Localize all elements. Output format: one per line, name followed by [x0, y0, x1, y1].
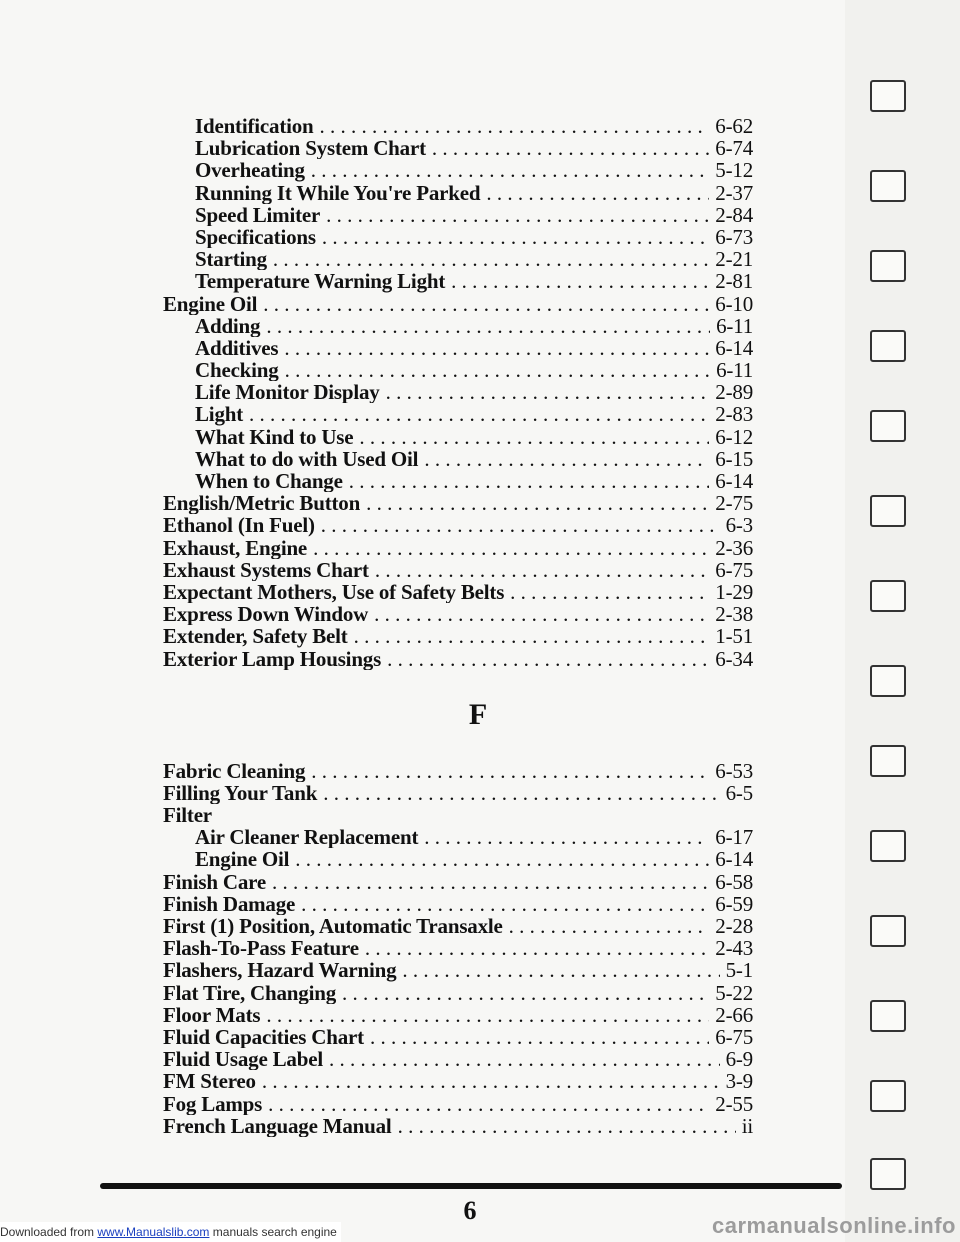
entry-label: Additives [195, 336, 279, 360]
entry-label: Air Cleaner Replacement [195, 826, 419, 849]
entry-label: Engine Oil [163, 292, 258, 315]
index-entry [163, 1004, 753, 1026]
index-entry [163, 915, 753, 937]
dot-leader [295, 848, 709, 870]
entry-page: 2-83 [715, 403, 753, 426]
entry-page: 2-84 [715, 203, 753, 226]
index-entry [163, 204, 753, 226]
index-entry [163, 1093, 753, 1115]
entry-label: Finish Care [163, 870, 267, 893]
tab-marker[interactable] [870, 250, 906, 282]
entry-label: Floor Mats [163, 1003, 261, 1026]
dot-leader [424, 448, 709, 470]
index-entry [163, 337, 753, 359]
entry-label: Exterior Lamp Housings [163, 647, 382, 670]
dot-leader [326, 204, 709, 226]
tab-marker[interactable] [870, 915, 906, 947]
entry-label: Starting [195, 248, 267, 271]
entry-page: 6-3 [725, 514, 753, 537]
entry-page: 2-36 [715, 536, 753, 559]
entry-page: 5-1 [725, 959, 753, 982]
index-entry [163, 137, 753, 159]
index-entry [163, 871, 753, 893]
entry-page: 6-34 [715, 647, 753, 670]
footer-prefix: Downloaded from [0, 1225, 98, 1239]
entry-page: 6-74 [715, 137, 753, 160]
entry-label: Expectant Mothers, Use of Safety Belts [163, 580, 505, 604]
entry-label: FM Stereo [163, 1070, 256, 1093]
index-entry [163, 381, 753, 403]
index-entry [163, 581, 753, 603]
dot-leader [509, 915, 710, 937]
entry-label: Temperature Warning Light [195, 270, 446, 293]
entry-page: 2-55 [715, 1092, 753, 1115]
entry-label: English/Metric Button [163, 492, 361, 515]
entry-page: 6-14 [715, 848, 753, 871]
dot-leader [354, 625, 710, 647]
dot-leader [386, 381, 710, 403]
index-entry [163, 893, 753, 915]
entry-page: 2-37 [715, 181, 753, 204]
index-entry [163, 782, 753, 804]
footer-rule [100, 1183, 842, 1189]
tab-marker[interactable] [870, 745, 906, 777]
entry-label: What Kind to Use [195, 425, 354, 448]
entry-page: 6-5 [725, 781, 753, 805]
dot-leader [285, 359, 710, 381]
entry-label: Exhaust Systems Chart [163, 558, 369, 581]
tab-marker[interactable] [870, 1158, 906, 1190]
index-entry [163, 293, 753, 315]
entry-page: ii [741, 1114, 753, 1137]
dot-leader [313, 537, 709, 559]
dot-leader [374, 603, 709, 625]
entry-label: Fabric Cleaning [163, 759, 306, 782]
tab-marker[interactable] [870, 1080, 906, 1112]
entry-page: 6-53 [715, 759, 753, 782]
index-tabs [870, 80, 910, 1200]
entry-label: Ethanol (In Fuel) [163, 514, 315, 537]
dot-leader [398, 1115, 736, 1137]
manualslib-link[interactable]: www.Manualslib.com [97, 1225, 210, 1239]
index-list [163, 115, 753, 1137]
entry-label: French Language Manual [163, 1114, 392, 1137]
entry-label: Engine Oil [195, 848, 290, 871]
dot-leader [311, 159, 710, 181]
entry-label: Finish Damage [163, 892, 296, 915]
index-entry [163, 625, 753, 647]
download-footer [0, 1222, 341, 1242]
index-entry [163, 492, 753, 514]
index-entry [163, 826, 753, 848]
dot-leader [329, 1048, 720, 1070]
dot-leader [365, 937, 709, 959]
index-entry [163, 1115, 753, 1137]
entry-label: Speed Limiter [195, 203, 321, 226]
entry-label: Extender, Safety Belt [163, 625, 348, 648]
entry-page: 2-21 [715, 248, 753, 271]
dot-leader [301, 893, 709, 915]
dot-leader [266, 315, 710, 337]
entry-page: 2-89 [715, 381, 753, 404]
dot-leader [323, 782, 719, 804]
index-group-e [163, 115, 753, 670]
entry-label: Flat Tire, Changing [163, 981, 336, 1004]
entry-label: Filter [163, 804, 212, 827]
index-entry [163, 603, 753, 625]
index-entry [163, 182, 753, 204]
entry-label: Specifications [195, 225, 316, 249]
dot-leader [424, 826, 709, 848]
index-entry [163, 648, 753, 670]
entry-label: Filling Your Tank [163, 781, 318, 805]
index-entry [163, 426, 753, 448]
tab-marker[interactable] [870, 1000, 906, 1032]
index-entry [163, 959, 753, 981]
index-entry [163, 937, 753, 959]
entry-label: Overheating [195, 159, 305, 182]
dot-leader [402, 959, 719, 981]
index-entry [163, 760, 753, 782]
entry-page: 6-14 [715, 470, 753, 493]
index-entry [163, 559, 753, 581]
tab-marker[interactable] [870, 830, 906, 862]
index-entry [163, 115, 753, 137]
index-entry [163, 159, 753, 181]
dot-leader [359, 426, 709, 448]
tab-marker[interactable] [870, 665, 906, 697]
index-entry [163, 1070, 753, 1092]
entry-page: 6-11 [716, 314, 753, 337]
entry-page: 2-38 [715, 603, 753, 626]
dot-leader [262, 1070, 720, 1092]
entry-label: Flashers, Hazard Warning [163, 959, 397, 982]
dot-leader [322, 226, 709, 248]
entry-page: 6-59 [715, 892, 753, 915]
dot-leader [321, 514, 720, 536]
index-entry [163, 226, 753, 248]
dot-leader [263, 293, 709, 315]
entry-page: 6-11 [716, 359, 753, 382]
entry-label: Checking [195, 359, 279, 382]
tab-marker[interactable] [870, 580, 906, 612]
dot-leader [249, 403, 709, 425]
entry-page: 1-51 [715, 625, 753, 648]
index-entry [163, 315, 753, 337]
dot-leader [284, 337, 709, 359]
index-group-f [163, 760, 753, 1137]
entry-page: 6-14 [715, 336, 753, 360]
section-letter: F [468, 697, 488, 731]
tab-marker[interactable] [870, 495, 906, 527]
entry-page: 3-9 [725, 1070, 753, 1093]
entry-page: 6-75 [715, 558, 753, 581]
dot-leader [510, 581, 709, 603]
dot-leader [268, 1093, 709, 1115]
footer-suffix: manuals search engine [209, 1225, 337, 1239]
dot-leader [342, 982, 709, 1004]
entry-page: 6-12 [715, 425, 753, 448]
entry-page: 6-62 [715, 115, 753, 138]
index-entry [163, 270, 753, 292]
entry-label: Lubrication System Chart [195, 137, 426, 160]
tab-marker[interactable] [870, 170, 906, 202]
entry-page: 6-73 [715, 225, 753, 249]
entry-page: 1-29 [715, 580, 753, 604]
entry-label: Adding [195, 314, 261, 337]
index-entry [163, 537, 753, 559]
entry-page: 6-9 [725, 1048, 753, 1071]
page-number: 6 [463, 1196, 477, 1225]
dot-leader [349, 470, 710, 492]
dot-leader [486, 182, 709, 204]
index-entry [163, 470, 753, 492]
entry-label: Light [195, 403, 244, 426]
entry-label: Exhaust, Engine [163, 536, 308, 559]
index-entry [163, 1048, 753, 1070]
entry-label: Express Down Window [163, 603, 369, 626]
dot-leader [266, 1004, 709, 1026]
index-entry [163, 1026, 753, 1048]
entry-label: When to Change [195, 470, 343, 493]
dot-leader [320, 115, 710, 137]
entry-page: 6-15 [715, 447, 753, 470]
dot-leader [311, 760, 709, 782]
entry-page: 5-22 [715, 981, 753, 1004]
entry-label: Life Monitor Display [195, 381, 380, 404]
index-entry [163, 248, 753, 270]
entry-label: Fluid Usage Label [163, 1048, 323, 1071]
entry-label: Identification [195, 115, 314, 138]
dot-leader [370, 1026, 709, 1048]
dot-leader [451, 270, 709, 292]
index-entry [163, 359, 753, 381]
index-entry [163, 403, 753, 425]
index-entry [163, 982, 753, 1004]
entry-page: 2-66 [715, 1003, 753, 1026]
entry-page: 2-75 [715, 492, 753, 515]
entry-label: First (1) Position, Automatic Transaxle [163, 915, 503, 938]
entry-page: 5-12 [715, 159, 753, 182]
entry-page: 2-81 [715, 270, 753, 293]
entry-label: What to do with Used Oil [195, 447, 419, 470]
dot-leader [432, 137, 709, 159]
entry-page: 6-10 [715, 292, 753, 315]
entry-page: 6-58 [715, 870, 753, 893]
index-entry [163, 514, 753, 536]
dot-leader [366, 492, 709, 514]
tab-marker[interactable] [870, 330, 906, 362]
dot-leader [272, 871, 709, 893]
entry-page: 6-17 [715, 826, 753, 849]
entry-page: 2-43 [715, 937, 753, 960]
dot-leader [375, 559, 709, 581]
tab-marker[interactable] [870, 410, 906, 442]
dot-leader [273, 248, 709, 270]
index-entry [163, 448, 753, 470]
entry-label: Flash-To-Pass Feature [163, 937, 359, 960]
entry-label: Running It While You're Parked [195, 181, 481, 204]
index-entry [163, 804, 753, 826]
entry-label: Fog Lamps [163, 1092, 263, 1115]
tab-marker[interactable] [870, 80, 906, 112]
index-entry [163, 848, 753, 870]
entry-label: Fluid Capacities Chart [163, 1025, 364, 1049]
entry-page: 6-75 [715, 1025, 753, 1049]
watermark: carmanualsonline.info [712, 1213, 956, 1238]
entry-page: 2-28 [715, 915, 753, 938]
dot-leader [387, 648, 709, 670]
